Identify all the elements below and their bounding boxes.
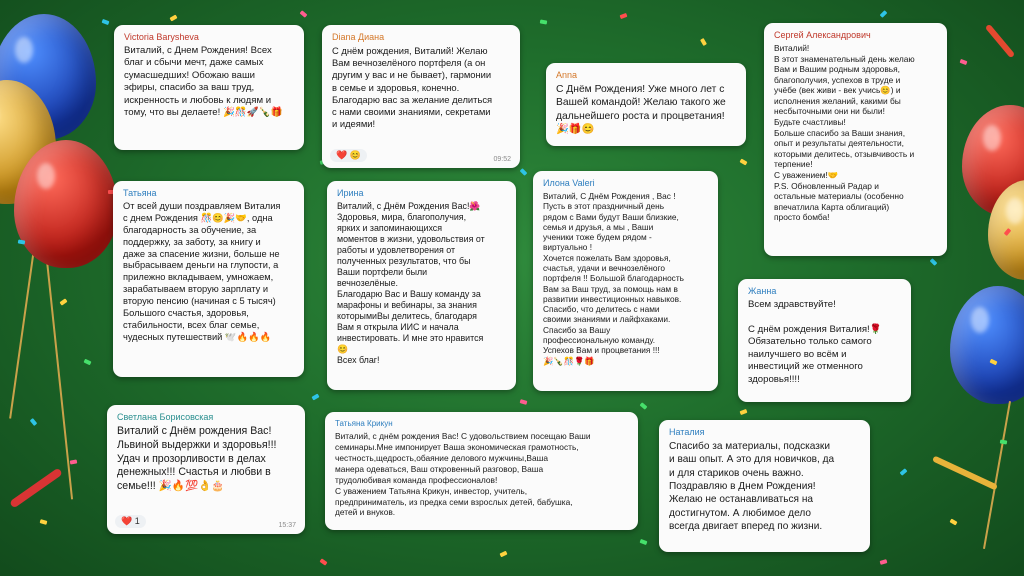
confetti-piece [640,402,648,410]
confetti-piece [499,551,507,558]
author-name: Anna [556,70,578,80]
confetti-piece [520,399,528,405]
ribbon [932,455,998,490]
red-balloon-right [962,105,1024,217]
ribbon [985,24,1015,58]
message-card[interactable] [738,279,911,402]
confetti-piece [900,468,908,476]
author-name: Илона Valeri [543,178,595,188]
message-text: Спасибо за материалы, подсказки и ваш опыт. А это для новичков, да и для стариков очень важно. Поздравляю в Днем Рождения! Желаю не останавливаться на достигнутом. А любимое дело всегда двигает вперед по жизни. [669,441,835,532]
reaction-badge[interactable]: ❤️ 1 [115,515,146,528]
confetti-piece [40,519,48,525]
balloon-string [983,401,1011,549]
message-text: Виталий, С Днём Рождения , Вас ! Пусть в этот праздничный день рядом с Вами будут Ваши близкие, семья и друзья, а мы , Ваши ученики тоже будем рядом - виртуально ! Хочется пожелать Вам здоровья, счастья, удачи и вечнозелёного портфеля !! Большой благодарность Вам за Ваш труд, за помощь нам в развитии инвестиционных навыков. Спасибо, что делитесь с нами своими знаниями и лайфхаками. Спасибо за Вашу профессиональную команду. Успехов Вам и процветания !!! 🎉🍾🎊🌹🎁 [543,191,684,366]
confetti-piece [740,409,748,415]
message-text: От всей души поздравляем Виталия с днем Рождения 🎊😊🎉🤝, одна благодарность за обучение, за поддержку, за заботу, за книгу и даже за спасение жизни, больше не выбрасываем деньги на глупости, а прилежно вкладываем, умножаем, зарабатываем вторую зарплату и вторую пенсию (начиная с 5 тысяч) Большого счастья, здоровья, стабильности, всех благ семье, чудесных путешествий 🕊️🔥🔥🔥 [123,201,281,342]
confetti-piece [930,258,938,266]
message-card[interactable] [659,420,870,552]
confetti-piece [59,298,67,305]
confetti-piece [620,13,628,19]
author-name: Victoria Barysheva [124,32,199,42]
balloon-string [45,251,73,500]
confetti-piece [640,539,648,545]
author-name: Светлана Борисовская [117,412,214,422]
confetti-piece [30,418,38,426]
message-card[interactable] [325,412,638,530]
confetti-piece [520,168,528,176]
message-card[interactable] [114,25,304,150]
confetti-piece [880,559,888,565]
message-text: Виталий, с Днём Рождения Вас!🌺 Здоровья, мира, благополучия, ярких и запоминающихся моментов в жизни, удовольствия от работы и удовлетворения от полученных результатов, что бы Ваши портфели были вечнозелёные. Благодарю Вас и Вашу команду за марафоны и вебинары, за знания которымиВы делитесь, благодаря Вам я открыла ИИС и начала инвестировать. И мне это нравится 😊 Всех благ! [337,201,485,366]
message-text: С днём рождения, Виталий! Желаю Вам вечнозелёного портфеля (а он другим у вас и не бывает), гармонии в семье и здоровья, конечно. Благодарю вас за желание делиться с нами своими знаниями, секретами и идеями! [332,45,493,130]
message-card[interactable] [107,405,305,534]
confetti-piece [311,394,319,401]
author-name: Наталия [669,427,705,437]
confetti-piece [540,19,548,24]
gold-balloon-right [988,180,1024,280]
confetti-piece [989,359,997,366]
red-balloon [14,140,118,268]
confetti-piece [70,459,78,464]
gold-balloon [0,80,56,204]
confetti-piece [700,38,707,46]
message-text: С Днём Рождения! Уже много лет с Вашей командой! Желаю такого же дальнейшего роста и процветания! 🎉🎁😊 [556,84,726,136]
confetti-piece [739,159,747,166]
blue-balloon [0,14,96,140]
message-card[interactable] [322,25,520,168]
author-name: Жанна [748,286,777,296]
message-text: Всем здравствуйте! С днём рождения Виталия!🌹 Обязательно только самого наилучшего во всём и инвестиций же отменного здоровья!!!! [748,299,882,385]
message-text: Виталий с Днём рождения Вас! Львиной выдержки и здоровья!!! Удач и прозорливости в делах денежных!!! Счастья и любви в семье!!! 🎉🔥💯👌🎂 [117,425,277,493]
confetti-piece [960,59,968,65]
author-name: Татьяна [123,188,157,198]
message-card[interactable] [113,181,304,377]
confetti-piece [1000,439,1008,444]
message-text: Виталий, с Днем Рождения! Всех благ и сбычи мечт, даже самых сумасшедших! Обожаю ваши эфиры, спасибо за ваш труд, искренность и любовь к людям и тому, что вы делаете! 🎉🎊🚀🍾🎁 [124,45,283,119]
reaction-badge[interactable]: ❤️ 😊 [330,149,367,162]
author-name: Сергей Александрович [774,30,871,40]
message-text: Виталий, с днём рождения Вас! С удовольствием посещаю Ваши семинары.Мне импонирует Ваша экономическая грамотность, честность,щедрость,обаяние делового мужчины,Ваша манера одеваться, Ваш откровенный разговор, Ваша трудолюбивая команда профессионалов! С уважением Татьяна Крикун, инвестор, учитель, предприниматель, из предка семи взрослых детей, бабушка, детей и внуков. [335,431,591,518]
author-name: Ирина [337,188,364,198]
blue-balloon-right [950,286,1024,404]
balloon-string [9,121,53,418]
ribbon [9,468,63,509]
message-card[interactable] [327,181,516,390]
message-card[interactable] [764,23,947,256]
author-name: Татьяна Крикун [335,419,393,428]
confetti-piece [949,519,957,526]
author-name: Diana Диана [332,32,385,42]
message-time: 09:52 [493,156,511,163]
confetti-piece [880,10,888,18]
confetti-piece [18,239,26,244]
confetti-piece [319,558,327,565]
confetti-piece [169,15,177,22]
confetti-piece [300,10,308,18]
message-time: 15:37 [278,522,296,529]
message-card[interactable] [533,171,718,391]
message-text: Виталий! В этот знаменательный день желаю Вам и Вашим родным здоровья, благополучия, успехов в труде и учёбе (век живи - век учись😊) и исполнения желаний, какими бы несбыточными они ни были! Будьте счастливы! Больше спасибо за Ваши знания, опыт и результаты деятельности, которыми делитесь, отзывчивость и терпение! С уважением!🤝 P.S. Обновленный Радар и остальные материалы (особенно впечатлила Карта облигаций) просто бомба! [774,43,915,223]
confetti-piece [1004,228,1012,236]
confetti-piece [83,359,91,366]
confetti-piece [102,19,110,25]
message-card[interactable] [546,63,746,146]
